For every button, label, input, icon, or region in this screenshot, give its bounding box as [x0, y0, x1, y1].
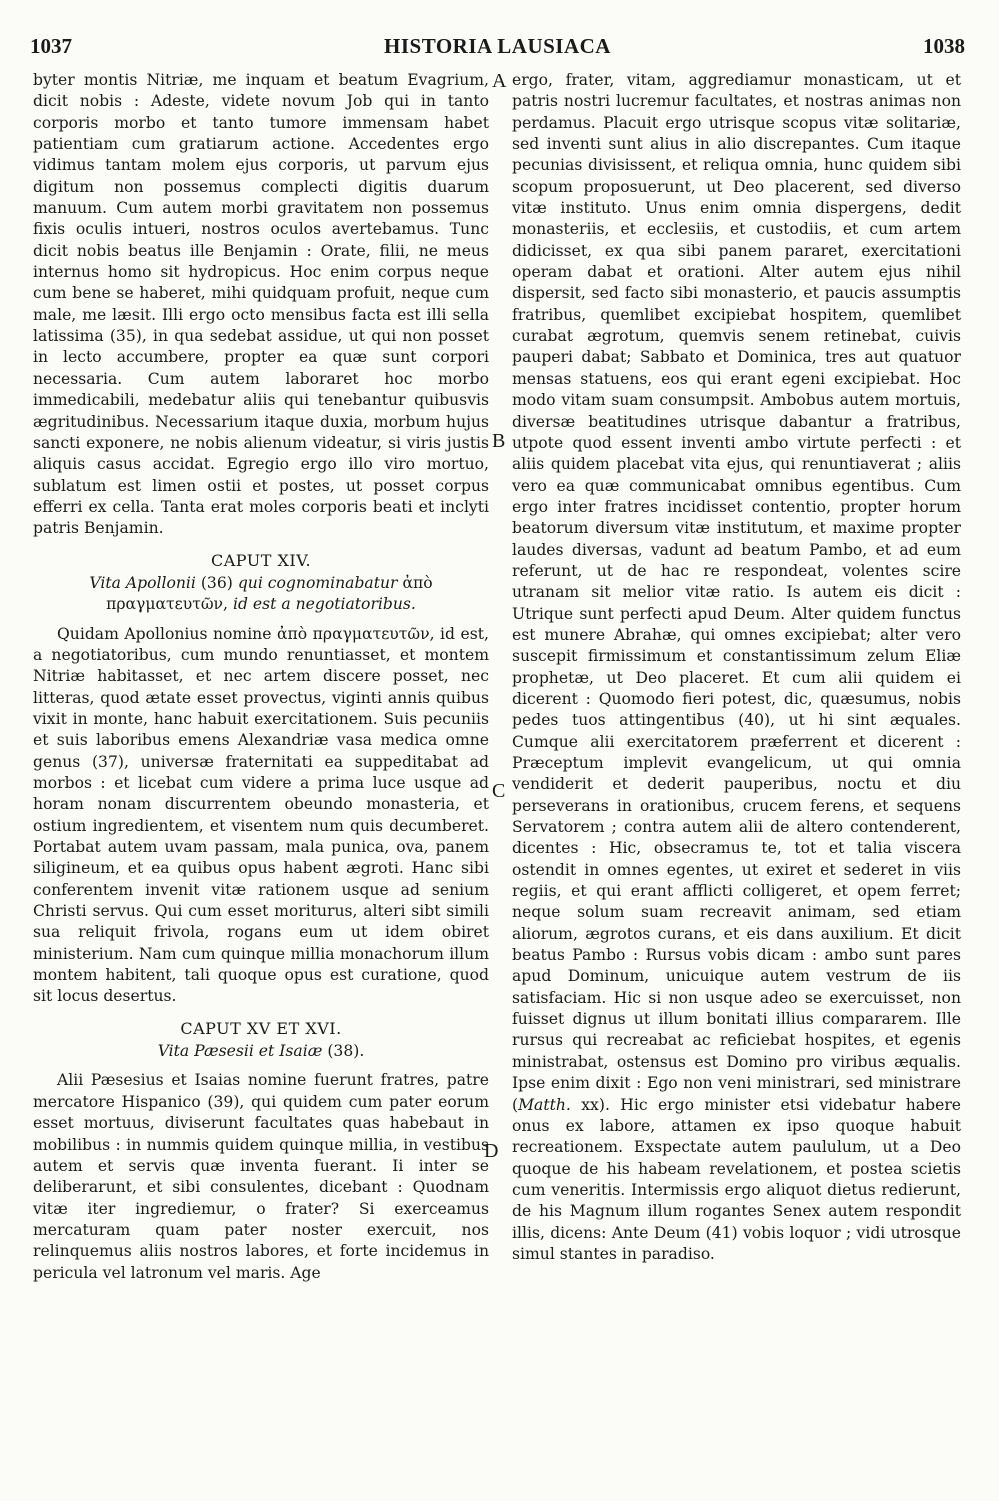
subtitle-text: Vita Apollonii	[89, 573, 196, 592]
chapter-subtitle	[45, 1041, 477, 1062]
chapter-heading: CAPUT XIV.	[210, 550, 312, 570]
running-header	[30, 34, 965, 60]
chapter-subtitle	[45, 573, 477, 616]
paragraph-text: xx). Hic ergo minister etsi videbatur habere onus ex labore, attamen ex ipso quoque habuit recreationem. Exspectate autem paululum, ut a Deo quoque de his habeam revelationem, et postea scietis cum veneritis. Intermissis ergo aliquot dietus redierunt, de his Magnum illum rogantes Senex autem respondit illis, dicens: Ante Deum (41) vobis loquor ; vidi utrosque simul stantes in paradiso.	[512, 1095, 961, 1263]
margin-marker-a: A	[492, 70, 507, 92]
subtitle-text: id est a negotiatoribus.	[232, 595, 416, 614]
subtitle-text: qui cognominabatur	[237, 573, 398, 592]
chapter-heading: CAPUT XV ET XVI.	[180, 1018, 342, 1038]
paragraph: Alii Pæsesius et Isaias nomine fuerunt fratres, patre mercatore Hispanico (39), qui quidem cum pater eorum esset mortuus, diviserunt facultates quas habebaut in mobilibus : in nummis quidem quinque millia, in vestibus autem et servis quæ inventa fuerant. Ii inter se deliberarunt, et sibi consulentes, dicebant : Quodnam vitæ iter ingrediemur, o frater? Si exerceamus mercaturam quam pater noster exercuit, nos relinquemus aliis nostros labores, et forte incidemus in pericula vel latronum vel maris. Age	[33, 1071, 489, 1282]
footnote-ref: (36)	[200, 573, 233, 592]
subtitle-text: Vita Pæsesii et Isaiæ	[157, 1042, 323, 1061]
scripture-reference: Matth.	[518, 1095, 571, 1114]
running-title: HISTORIA LAUSIACA	[384, 34, 611, 58]
page-number-left: 1037	[30, 34, 72, 58]
paragraph-text: ergo, frater, vitam, aggrediamur monasticam, ut et patris nostri lucremur facultates, et nostras animas non perdamus. Placuit ergo utrisque scopus vitæ solitariæ, sed inventi sunt alius in alio discrepantes. Cum itaque pecunias divisissent, et reliqua omnia, hunc quidem sibi scopum proposuerunt, ut Deo placerent, sed diverso vitæ instituto. Unus enim omnia dispergens, dedit monasteriis, et ecclesiis, et custodiis, et cum artem didicisset, ex qua sibi panem pararet, exercitationi operam dabat et orationi. Alter autem ejus nihil dispersit, sed facto sibi monasterio, et paucis assumptis fratribus, quemlibet excipiebat hospitem, quemlibet curabat ægrotum, quemvis senem retinebat, cuivis pauperi dabat; Sabbato et Dominica, tres aut quatuor mensas statuens, eos qui erant egeni excipiebat. Hoc modo vitam suam consumpsit. Ambobus autem mortuis, diversæ beatitudines utrisque dabantur a fratribus, utpote quod essent inventi ambo virtute perfecti : et aliis quidem placebat vita ejus, qui renuntiaverat ; aliis vero ea quæ communicabat omnibus egentibus. Cum ergo inter fratres incidisset contentio, propter horum beatorum diversum vitæ institutum, et maxime propter laudes diversas, vadunt ad beatum Pambo, et ad eum referunt, ut de hac re respondeat, volentes scire utranam sit melior vitæ ratio. Is autem eis dicit : Utrique sunt perfecti apud Deum. Alter quidem functus est munere Abrahæ, qui omnes excipiebat; alter vero suscepit firmissimum et constantissimum zelum Eliæ prophetæ, ut Deo placeret. Et cum alii quidem ei dicerent : Quomodo fieri potest, dic, quæsumus, nobis pedes tuos attingentibus (40), ut hi sint æquales. Cumque alii exercitatorem præferrent et dicerent : Præceptum implevit evangelicum, ut qui omnia vendiderit et dederit pauperibus, noctu et diu perseverans in orationibus, crucem ferens, et sequens Servatorem ; contra autem alii de altero contenderent, dicentes : Hic, obsecramus te, tot et talia viscera ostendit in omnes egentes, ut exiret et sederet in viis regiis, et qui erant afflicti colligeret, et opem ferret; neque solum suam recreavit animam, sed etiam aliorum, ægrotos curans, et eis dans auxilium. Et dicit beatus Pambo : Rursus vobis dicam : ambo sunt pares apud Dominum, unicuique autem vestrum de iis satisfaciam. Hic si non usque adeo se exercuisset, non fuisset dignus ut illum bonitati illius compararem. Ille rursus qui recreabat ac reficiebat hospites, et egenis ministrabat, ostensus est Domino pro viribus æqualis. Ipse enim dixit : Ego non veni ministrari, sed ministrare (	[512, 71, 961, 1114]
margin-marker-c: C	[492, 780, 506, 802]
footnote-ref: (38).	[327, 1042, 365, 1061]
paragraph: Quidam Apollonius nomine ἀπὸ πραγματευτῶν, id est, a negotiatoribus, cum mundo renuntiasset, et montem Nitriæ habitasset, et nec artem discere posset, nec litteras, quod ætate esset provectus, viginti annis quibus vixit in monte, hanc habuit exercitationem. Suis pecuniis et suis laboribus emens Alexandriæ vasa medica omne genus (37), universæ fraternitati ea suppeditabat ad morbos : et licebat cum videre a prima luce usque ad horam nonam discurrentem obeundo monasteria, et ostium ingredientem, et visentem num quis decumberet. Portabat autem uvam passam, mala punica, ova, panem siligineum, et ea quibus opus habent ægroti. Hanc sibi conferentem invenit vitæ rationem usque ad senium Christi servus. Qui cum esset moriturus, alteri sibt simili sua reliquit frivola, rogans eum ut idem obiret ministerium. Nam cum quinque millia monachorum illum montem habitent, tali quoque opus est curatione, quod sit locus desertus.	[33, 624, 489, 1006]
margin-marker-b: B	[492, 430, 506, 452]
paragraph	[512, 70, 961, 1265]
right-column	[512, 70, 961, 1265]
page-number-right: 1038	[923, 34, 965, 58]
margin-marker-d: D	[484, 1140, 499, 1162]
paragraph: byter montis Nitriæ, me inquam et beatum Evagrium, dicit nobis : Adeste, videte novum Job qui in tanto corporis morbo et tanto tumore immensam habet patientiam cum gratiarum actione. Accedentes ergo vidimus tantam molem ejus corporis, ut parvum ejus digitum non possemus complecti digitis duarum manuum. Cum autem morbi gravitatem non possemus fixis oculis intueri, nostros oculos avertebamus. Tunc dicit nobis beatus ille Benjamin : Orate, filii, ne meus internus homo sit hydropicus. Hoc enim corpus neque cum bene se haberet, mihi quidquam profuit, neque cum male, me læsit. Illi ergo octo mensibus facta est illi sella latissima (35), in qua sedebat assidue, ut qui non posset in lecto accumbere, propter ea quæ sunt corpori necessaria. Cum autem laboraret hoc morbo immedicabili, medebatur aliis qui tenebantur quibusvis ægritudinibus. Necessarium itaque duxia, morbum hujus sancti exponere, ne nobis alienum videatur, si viris justis aliquis casus accidat. Egregio ergo illo viro mortuo, sublatum est limen ostii et postes, ut posset corpus efferri ex cella. Tanta erat moles corporis beati et inclyti patris Benjamin.	[33, 71, 489, 538]
greek-text: ἀπὸ πραγματευτῶν,	[106, 573, 433, 614]
left-column	[33, 70, 489, 1284]
